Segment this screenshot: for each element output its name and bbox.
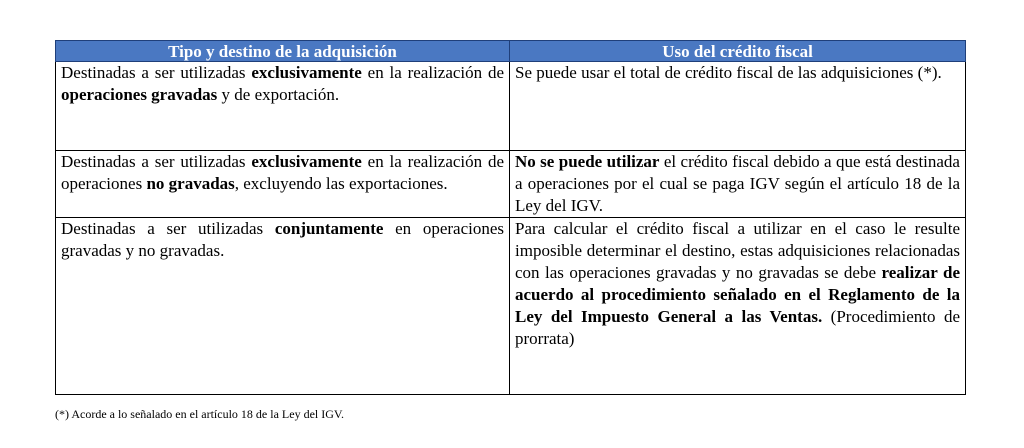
cell-text: Destinadas a ser utilizadas — [61, 63, 252, 82]
cell-bold-text: realizar de acuerdo al procedimiento señalado en el Reglamento de la Ley del Impuesto General a las Ventas. — [515, 263, 960, 326]
cell-text: en la realización de operaciones — [61, 152, 505, 193]
table-row — [56, 218, 966, 395]
cell-text: y de exportación. — [217, 85, 340, 104]
cell-uso-credito — [510, 218, 966, 395]
cell-text: (Procedimiento de prorrata) — [515, 307, 960, 348]
table-row — [56, 151, 966, 218]
cell-text: , excluyendo las exportaciones. — [234, 174, 448, 193]
cell-text: Se puede usar el total de crédito fiscal de las adquisiciones (*). — [515, 63, 942, 82]
cell-bold-text: No se puede utilizar — [515, 152, 660, 171]
table-row — [56, 62, 966, 151]
cell-tipo-destino — [56, 62, 510, 151]
cell-text: en operaciones gravadas y no gravadas. — [61, 219, 504, 260]
header-tipo-destino: Tipo y destino de la adquisición — [56, 41, 510, 62]
cell-bold-text: operaciones gravadas — [61, 85, 218, 104]
cell-bold-text: no gravadas — [146, 174, 235, 193]
cell-bold-text: exclusivamente — [251, 63, 362, 82]
cell-text: Destinadas a ser utilizadas — [61, 152, 252, 171]
cell-text: Para calcular el crédito fiscal a utilizar en el caso le resulte imposible determinar el destino, estas adquisiciones relacionadas con las operaciones gravadas y no gravadas se debe — [515, 219, 960, 282]
cell-uso-credito — [510, 62, 966, 151]
cell-tipo-destino — [56, 151, 510, 218]
credit-fiscal-table — [55, 40, 966, 395]
cell-uso-credito — [510, 151, 966, 218]
cell-text: Destinadas a ser utilizadas — [61, 219, 275, 238]
cell-bold-text: exclusivamente — [251, 152, 362, 171]
cell-text: el crédito fiscal debido a que está destinada a operaciones por el cual se paga IGV según el artículo 18 de la Ley del IGV. — [515, 152, 960, 215]
cell-bold-text: conjuntamente — [274, 219, 384, 238]
footnote: (*) Acorde a lo señalado en el artículo 18 de la Ley del IGV. — [55, 407, 345, 421]
cell-tipo-destino — [56, 218, 510, 395]
header-uso-credito: Uso del crédito fiscal — [510, 41, 966, 62]
table-header-row — [56, 41, 966, 62]
cell-text: en la realización de — [361, 63, 505, 82]
